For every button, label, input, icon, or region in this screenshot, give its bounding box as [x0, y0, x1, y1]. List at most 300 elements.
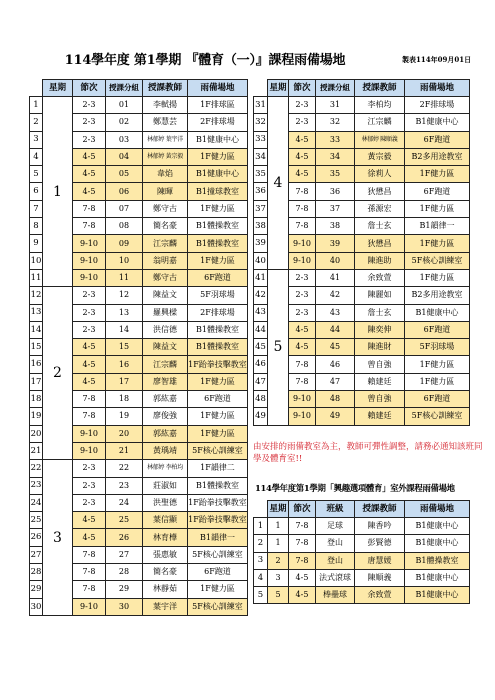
venue-cell: B1健康中心 — [405, 587, 470, 604]
venue-cell: B1撞球教室 — [188, 183, 248, 200]
period-cell: 2-3 — [73, 477, 106, 494]
venue-cell: 5F羽球場 — [405, 339, 470, 356]
venue-cell: B1韻律一 — [188, 529, 248, 546]
period-cell: 4-5 — [73, 339, 106, 356]
teacher-cell: 洪聖德 — [143, 494, 188, 511]
teacher-cell: 江宗麟 — [355, 114, 405, 131]
made-date: 製表114年09月01日 — [402, 55, 472, 64]
period-cell: 4-5 — [289, 321, 316, 338]
teacher-cell: 李軾揚 — [143, 97, 188, 114]
row-number: 41 — [254, 269, 268, 286]
period-cell: 7-8 — [289, 552, 316, 569]
class-cell: 棒壘球 — [316, 587, 355, 604]
teacher-cell: 廖智雄 — [143, 373, 188, 390]
row-number: 24 — [30, 494, 43, 511]
group-cell: 45 — [316, 339, 355, 356]
row-number: 49 — [254, 408, 268, 425]
period-cell: 2-3 — [73, 114, 106, 131]
header-venue: 雨備場地 — [188, 80, 248, 97]
teacher-cell: 唐慧媛 — [355, 552, 405, 569]
teacher-cell: 詹士玄 — [355, 304, 405, 321]
row-number: 37 — [254, 200, 268, 217]
period-cell: 9-10 — [73, 269, 106, 286]
group-cell: 27 — [106, 546, 143, 563]
period-cell: 4-5 — [289, 148, 316, 165]
teacher-cell: 鄭守古 — [143, 269, 188, 286]
row-number: 18 — [30, 391, 43, 408]
teacher-cell: 江宗麟 — [143, 235, 188, 252]
group-cell: 22 — [106, 460, 143, 477]
corner-cell — [254, 501, 268, 518]
day-cell: 4 — [268, 97, 289, 270]
class-cell: 登山 — [316, 552, 355, 569]
group-cell: 26 — [106, 529, 143, 546]
period-cell: 7-8 — [73, 546, 106, 563]
period-cell: 7-8 — [289, 183, 316, 200]
period-cell: 7-8 — [289, 373, 316, 390]
period-cell: 7-8 — [73, 408, 106, 425]
group-cell: 10 — [106, 252, 143, 269]
period-cell: 9-10 — [289, 408, 316, 425]
venue-cell: B2多用途教室 — [405, 148, 470, 165]
venue-cell: B1體操教室 — [188, 235, 248, 252]
group-cell: 37 — [316, 200, 355, 217]
venue-cell: B1健康中心 — [405, 569, 470, 586]
period-cell: 4-5 — [289, 166, 316, 183]
row-number: 6 — [30, 183, 43, 200]
group-cell: 40 — [316, 252, 355, 269]
venue-cell: B1健康中心 — [405, 518, 470, 535]
group-cell: 09 — [106, 235, 143, 252]
teacher-cell: 曾自強 — [355, 391, 405, 408]
period-cell: 2-3 — [73, 460, 106, 477]
row-number: 29 — [30, 581, 43, 598]
group-cell: 14 — [106, 321, 143, 338]
row-number: 48 — [254, 391, 268, 408]
venue-cell: 5F核心訓練室 — [188, 598, 248, 615]
group-cell: 33 — [316, 131, 355, 148]
table-row — [254, 535, 470, 552]
row-number: 16 — [30, 356, 43, 373]
table-row — [30, 287, 248, 304]
row-number: 12 — [30, 287, 43, 304]
teacher-cell: 葉信顯 — [143, 512, 188, 529]
day-cell: 1 — [43, 97, 73, 287]
period-cell: 2-3 — [73, 304, 106, 321]
row-number: 30 — [30, 598, 43, 615]
group-cell: 19 — [106, 408, 143, 425]
row-number: 3 — [30, 131, 43, 148]
venue-cell: B1健康中心 — [405, 535, 470, 552]
left-table-body — [30, 97, 248, 616]
venue-cell: B2多用途教室 — [405, 287, 470, 304]
group-cell: 04 — [106, 148, 143, 165]
teacher-cell: 陳益文 — [143, 287, 188, 304]
venue-cell: B1健康中心 — [188, 131, 248, 148]
header-group: 授課分組 — [106, 80, 143, 97]
period-cell: 9-10 — [73, 235, 106, 252]
venue-cell: 5F羽球場 — [188, 287, 248, 304]
group-cell: 15 — [106, 339, 143, 356]
teacher-cell: 黃宗毅 — [355, 148, 405, 165]
row-number: 28 — [30, 564, 43, 581]
venue-cell: 5F核心訓練室 — [188, 546, 248, 563]
group-cell: 05 — [106, 166, 143, 183]
venue-cell: B1體操教室 — [188, 218, 248, 235]
row-number: 22 — [30, 460, 43, 477]
day-cell: 1 — [268, 535, 289, 552]
group-cell: 41 — [316, 269, 355, 286]
venue-cell: 1F健力區 — [405, 269, 470, 286]
venue-cell: 2F排球場 — [188, 114, 248, 131]
table-row — [30, 97, 248, 114]
teacher-cell: 羅興樑 — [143, 304, 188, 321]
teacher-cell: 孫源宏 — [355, 200, 405, 217]
venue-cell: 1F健力區 — [405, 356, 470, 373]
teacher-cell: 陳暉 — [143, 183, 188, 200]
teacher-cell: 李柏均 — [355, 97, 405, 114]
period-cell: 4-5 — [73, 183, 106, 200]
period-cell: 2-3 — [289, 114, 316, 131]
venue-cell: 1F健力區 — [188, 581, 248, 598]
row-number: 4 — [30, 148, 43, 165]
period-cell: 7-8 — [73, 391, 106, 408]
teacher-cell: 狄懋昌 — [355, 235, 405, 252]
header-class: 班級 — [316, 501, 355, 518]
group-cell: 35 — [316, 166, 355, 183]
teacher-cell: 林郁婷 葉宇洋 — [143, 131, 188, 148]
day-cell: 5 — [268, 587, 289, 604]
header-teacher: 授課教師 — [143, 80, 188, 97]
right-schedule-table — [253, 79, 470, 426]
row-number: 9 — [30, 235, 43, 252]
table-row — [254, 569, 470, 586]
row-number: 14 — [30, 321, 43, 338]
left-schedule-table — [29, 79, 248, 616]
period-cell: 2-3 — [73, 97, 106, 114]
venue-cell: B1健康中心 — [405, 114, 470, 131]
teacher-cell: 狄懋昌 — [355, 183, 405, 200]
period-cell: 2-3 — [289, 287, 316, 304]
header-venue: 雨備場地 — [405, 501, 470, 518]
row-number: 45 — [254, 339, 268, 356]
row-number: 4 — [254, 569, 268, 586]
row-number: 13 — [30, 304, 43, 321]
venue-cell: 1F跆拳技擊教室 — [188, 356, 248, 373]
day-cell: 3 — [43, 460, 73, 616]
group-cell: 08 — [106, 218, 143, 235]
row-number: 38 — [254, 218, 268, 235]
day-cell: 2 — [43, 287, 73, 460]
teacher-cell: 陳香吟 — [355, 518, 405, 535]
period-cell: 7-8 — [289, 535, 316, 552]
teacher-cell: 郭紘嘉 — [143, 391, 188, 408]
venue-cell: 1F健力區 — [405, 200, 470, 217]
period-cell: 4-5 — [289, 131, 316, 148]
venue-cell: 1F健力區 — [188, 252, 248, 269]
group-cell: 25 — [106, 512, 143, 529]
teacher-cell: 陳奕伸 — [355, 321, 405, 338]
venue-cell: 1F健力區 — [405, 373, 470, 390]
row-number: 5 — [30, 166, 43, 183]
group-cell: 12 — [106, 287, 143, 304]
class-cell: 法式滾球 — [316, 569, 355, 586]
row-number: 44 — [254, 321, 268, 338]
teacher-cell: 陳益文 — [143, 339, 188, 356]
teacher-cell: 林郁婷 陳順義 — [355, 131, 405, 148]
teacher-cell: 江宗麟 — [143, 356, 188, 373]
table-header-row — [254, 80, 470, 97]
period-cell: 9-10 — [73, 598, 106, 615]
corner-cell — [254, 80, 268, 97]
period-cell: 4-5 — [73, 356, 106, 373]
sub-title: 114學年度第1學期「興趣選項體育」室外課程雨備場地 — [255, 483, 455, 493]
row-number: 43 — [254, 304, 268, 321]
teacher-cell: 鄭慧芸 — [143, 114, 188, 131]
teacher-cell: 鄭守古 — [143, 200, 188, 217]
venue-cell: B1健康中心 — [405, 304, 470, 321]
venue-cell: B1體操教室 — [188, 321, 248, 338]
period-cell: 7-8 — [73, 218, 106, 235]
venue-cell: B1健康中心 — [188, 166, 248, 183]
row-number: 39 — [254, 235, 268, 252]
group-cell: 32 — [316, 114, 355, 131]
teacher-cell: 徐莉人 — [355, 166, 405, 183]
period-cell: 2-3 — [289, 97, 316, 114]
venue-cell: 1F韻律二 — [188, 460, 248, 477]
row-number: 32 — [254, 114, 268, 131]
period-cell: 4-5 — [73, 166, 106, 183]
teacher-cell: 莊淑如 — [143, 477, 188, 494]
teacher-cell: 廖俊強 — [143, 408, 188, 425]
period-cell: 2-3 — [73, 321, 106, 338]
venue-cell: B1韻律一 — [405, 218, 470, 235]
venue-cell: 5F核心訓練室 — [405, 408, 470, 425]
period-cell: 4-5 — [289, 339, 316, 356]
header-teacher: 授課教師 — [355, 80, 405, 97]
group-cell: 16 — [106, 356, 143, 373]
group-cell: 21 — [106, 442, 143, 459]
header-day: 星期 — [43, 80, 73, 97]
group-cell: 43 — [316, 304, 355, 321]
day-cell: 3 — [268, 569, 289, 586]
teacher-cell: 余致萱 — [355, 587, 405, 604]
venue-cell: B1體操教室 — [188, 477, 248, 494]
row-number: 25 — [30, 512, 43, 529]
group-cell: 20 — [106, 425, 143, 442]
period-cell: 9-10 — [289, 391, 316, 408]
venue-cell: 1F健力區 — [188, 373, 248, 390]
venue-cell: 1F健力區 — [188, 408, 248, 425]
group-cell: 11 — [106, 269, 143, 286]
group-cell: 06 — [106, 183, 143, 200]
row-number: 47 — [254, 373, 268, 390]
period-cell: 7-8 — [73, 564, 106, 581]
teacher-cell: 張惠敏 — [143, 546, 188, 563]
period-cell: 4-5 — [73, 148, 106, 165]
teacher-cell: 簡名豪 — [143, 218, 188, 235]
day-cell: 2 — [268, 552, 289, 569]
period-cell: 2-3 — [73, 287, 106, 304]
group-cell: 31 — [316, 97, 355, 114]
venue-cell: 1F健力區 — [188, 200, 248, 217]
header-venue: 雨備場地 — [405, 80, 470, 97]
venue-cell: 1F健力區 — [405, 235, 470, 252]
row-number: 26 — [30, 529, 43, 546]
group-cell: 13 — [106, 304, 143, 321]
row-number: 36 — [254, 183, 268, 200]
row-number: 19 — [30, 408, 43, 425]
period-cell: 7-8 — [289, 356, 316, 373]
elective-table-body — [254, 518, 470, 604]
header-teacher: 授課教師 — [355, 501, 405, 518]
group-cell: 02 — [106, 114, 143, 131]
group-cell: 23 — [106, 477, 143, 494]
venue-cell: 6F跑道 — [405, 391, 470, 408]
period-cell: 7-8 — [73, 200, 106, 217]
teacher-cell: 洪信德 — [143, 321, 188, 338]
period-cell: 2-3 — [73, 494, 106, 511]
group-cell: 46 — [316, 356, 355, 373]
row-number: 23 — [30, 477, 43, 494]
venue-cell: 6F跑道 — [188, 391, 248, 408]
venue-cell: B1體操教室 — [405, 552, 470, 569]
header-period: 節次 — [289, 80, 316, 97]
row-number: 8 — [30, 218, 43, 235]
period-cell: 7-8 — [289, 200, 316, 217]
row-number: 20 — [30, 425, 43, 442]
day-cell: 5 — [268, 269, 289, 425]
teacher-cell: 陳進財 — [355, 339, 405, 356]
row-number: 1 — [254, 518, 268, 535]
page-title: 114學年度 第1學期 『體育（一）』課程雨備場地 — [64, 53, 346, 68]
table-row — [254, 97, 470, 114]
teacher-cell: 詹士玄 — [355, 218, 405, 235]
teacher-cell: 陳順義 — [355, 569, 405, 586]
group-cell: 36 — [316, 183, 355, 200]
teacher-cell: 翁明嘉 — [143, 252, 188, 269]
period-cell: 9-10 — [289, 252, 316, 269]
period-cell: 2-3 — [73, 131, 106, 148]
group-cell: 01 — [106, 97, 143, 114]
teacher-cell: 林郁婷 黃宗毅 — [143, 148, 188, 165]
row-number: 2 — [254, 535, 268, 552]
teacher-cell: 賴建廷 — [355, 373, 405, 390]
period-cell: 9-10 — [73, 442, 106, 459]
venue-cell: 1F排球區 — [188, 97, 248, 114]
row-number: 1 — [30, 97, 43, 114]
venue-cell: B1體操教室 — [188, 339, 248, 356]
table-row — [30, 460, 248, 477]
table-row — [254, 587, 470, 604]
group-cell: 47 — [316, 373, 355, 390]
row-number: 34 — [254, 148, 268, 165]
row-number: 42 — [254, 287, 268, 304]
period-cell: 2-3 — [289, 304, 316, 321]
teacher-cell: 彭賢德 — [355, 535, 405, 552]
group-cell: 48 — [316, 391, 355, 408]
row-number: 15 — [30, 339, 43, 356]
class-cell: 足球 — [316, 518, 355, 535]
teacher-cell: 陳進助 — [355, 252, 405, 269]
teacher-cell: 林郁婷 李柏均 — [143, 460, 188, 477]
teacher-cell: 葉宇洋 — [143, 598, 188, 615]
venue-cell: 2F排球場 — [188, 304, 248, 321]
row-number: 35 — [254, 166, 268, 183]
day-cell: 1 — [268, 518, 289, 535]
venue-cell: 1F健力區 — [405, 166, 470, 183]
elective-schedule-table — [253, 500, 470, 604]
class-cell: 登山 — [316, 535, 355, 552]
period-cell: 4-5 — [73, 529, 106, 546]
row-number: 5 — [254, 587, 268, 604]
period-cell: 7-8 — [289, 218, 316, 235]
header-day: 星期 — [268, 80, 289, 97]
group-cell: 34 — [316, 148, 355, 165]
header-day: 星期 — [268, 501, 289, 518]
group-cell: 44 — [316, 321, 355, 338]
period-cell: 9-10 — [289, 235, 316, 252]
venue-cell: 6F跑道 — [188, 564, 248, 581]
row-number: 17 — [30, 373, 43, 390]
header-period: 節次 — [289, 501, 316, 518]
corner-cell — [30, 80, 43, 97]
teacher-cell: 林靜茹 — [143, 581, 188, 598]
venue-cell: 6F跑道 — [405, 321, 470, 338]
period-cell: 4-5 — [289, 569, 316, 586]
group-cell: 03 — [106, 131, 143, 148]
teacher-cell: 余致萱 — [355, 269, 405, 286]
row-number: 33 — [254, 131, 268, 148]
group-cell: 17 — [106, 373, 143, 390]
venue-cell: 5F核心訓練室 — [188, 442, 248, 459]
row-number: 3 — [254, 552, 268, 569]
group-cell: 29 — [106, 581, 143, 598]
rain-note: 由安排的雨備教室為主，教師可彈性調整，請務必通知該班同學及體育室!! — [253, 442, 483, 464]
venue-cell: 1F跆拳技擊教室 — [188, 512, 248, 529]
group-cell: 49 — [316, 408, 355, 425]
period-cell: 9-10 — [73, 252, 106, 269]
header-period: 節次 — [73, 80, 106, 97]
period-cell: 4-5 — [73, 373, 106, 390]
right-table-body — [254, 97, 470, 426]
period-cell: 4-5 — [289, 587, 316, 604]
row-number: 21 — [30, 442, 43, 459]
group-cell: 24 — [106, 494, 143, 511]
teacher-cell: 林育樺 — [143, 529, 188, 546]
row-number: 31 — [254, 97, 268, 114]
row-number: 11 — [30, 269, 43, 286]
group-cell: 30 — [106, 598, 143, 615]
table-row — [254, 518, 470, 535]
group-cell: 07 — [106, 200, 143, 217]
period-cell: 9-10 — [73, 425, 106, 442]
row-number: 7 — [30, 200, 43, 217]
table-row — [254, 269, 470, 286]
venue-cell: 1F健力區 — [188, 425, 248, 442]
row-number: 40 — [254, 252, 268, 269]
teacher-cell: 郭紘嘉 — [143, 425, 188, 442]
venue-cell: 6F跑道 — [405, 183, 470, 200]
teacher-cell: 黃瑀靖 — [143, 442, 188, 459]
group-cell: 38 — [316, 218, 355, 235]
table-header-row — [30, 80, 248, 97]
venue-cell: 1F健力區 — [188, 148, 248, 165]
teacher-cell: 韋焰 — [143, 166, 188, 183]
row-number: 2 — [30, 114, 43, 131]
row-number: 46 — [254, 356, 268, 373]
row-number: 10 — [30, 252, 43, 269]
